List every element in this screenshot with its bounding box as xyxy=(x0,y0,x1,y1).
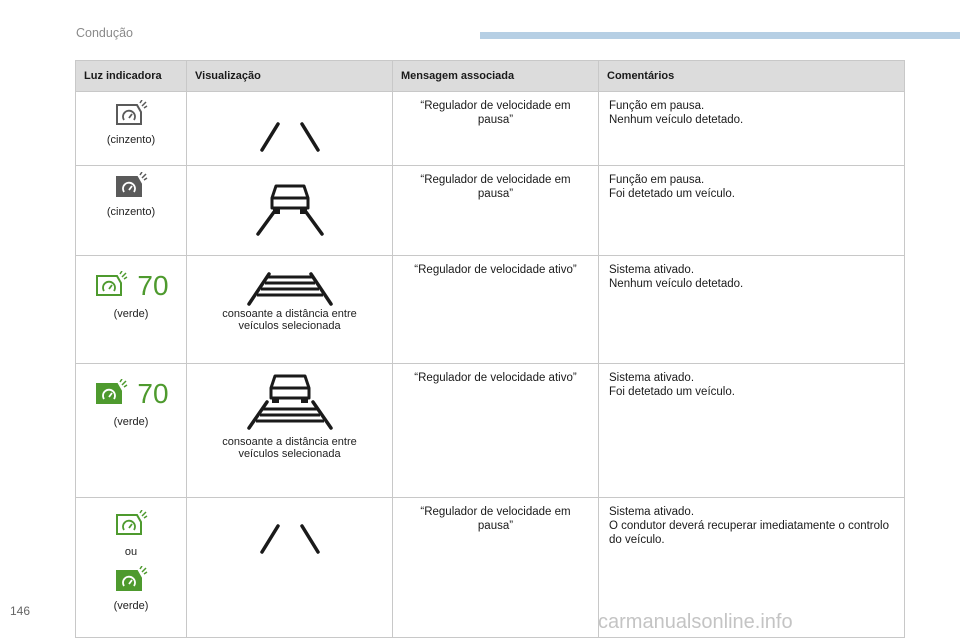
speed-limiter-filled-icon xyxy=(113,172,149,202)
comment-line: O condutor deverá recuperar imediatamente o controlo do veículo. xyxy=(609,520,889,546)
table-row xyxy=(76,166,905,256)
table-row xyxy=(76,364,905,498)
speed-limiter-outline-green-icon xyxy=(93,271,129,301)
page-number: 146 xyxy=(10,604,31,618)
lane-distance-vehicle-icon xyxy=(235,372,345,430)
visualization-caption: consoante a distância entre veículos selecionada xyxy=(222,308,357,332)
light-cell xyxy=(76,364,187,498)
comment-line: Função em pausa. xyxy=(609,174,705,186)
lane-with-vehicle-icon xyxy=(240,176,340,238)
speed-value: 70 xyxy=(137,378,169,409)
column-header-comments: Comentários xyxy=(599,61,905,92)
speed-limiter-filled-green-icon xyxy=(113,566,149,596)
light-cell xyxy=(76,166,187,256)
indicator-table xyxy=(75,60,905,638)
comment-line: Foi detetado um veículo. xyxy=(609,188,735,200)
lane-lines-icon xyxy=(240,514,340,554)
comment-line: Sistema ativado. xyxy=(609,372,695,384)
section-title: Condução xyxy=(76,26,133,40)
message-cell: “Regulador de velocidade ativo” xyxy=(393,364,599,498)
visualization-caption: consoante a distância entre veículos selecionada xyxy=(222,436,357,460)
light-or-label: ou xyxy=(124,546,138,558)
speed-limiter-filled-green-icon xyxy=(93,379,129,409)
light-cell xyxy=(76,498,187,638)
speed-limiter-outline-green-icon xyxy=(113,510,149,540)
light-caption: (verde) xyxy=(113,416,149,428)
light-caption: (verde) xyxy=(113,600,149,612)
light-caption: (cinzento) xyxy=(106,206,156,218)
light-cell xyxy=(76,256,187,364)
visualization-cell xyxy=(187,92,393,166)
lane-distance-bars-icon xyxy=(235,268,345,306)
speed-indicator xyxy=(76,256,186,302)
header-bar xyxy=(480,32,960,39)
comment-cell xyxy=(599,166,905,256)
light-cell xyxy=(76,92,187,166)
comment-cell xyxy=(599,364,905,498)
comment-cell xyxy=(599,92,905,166)
message-cell: “Regulador de velocidade ativo” xyxy=(393,256,599,364)
table-row xyxy=(76,92,905,166)
watermark: carmanualsonline.info xyxy=(598,611,793,633)
light-caption: (cinzento) xyxy=(106,134,156,146)
comment-line: Função em pausa. xyxy=(609,100,705,112)
visualization-cell xyxy=(187,364,393,498)
comment-line: Sistema ativado. xyxy=(609,264,695,276)
light-caption: (verde) xyxy=(113,308,149,320)
visualization-cell xyxy=(187,256,393,364)
column-header-message: Mensagem associada xyxy=(393,61,599,92)
visualization-cell xyxy=(187,166,393,256)
comment-line: Nenhum veículo detetado. xyxy=(609,114,744,126)
comment-cell xyxy=(599,256,905,364)
column-header-visualization: Visualização xyxy=(187,61,393,92)
speed-indicator xyxy=(76,364,186,410)
message-cell: “Regulador de velocidade em pausa” xyxy=(393,498,599,638)
speed-value: 70 xyxy=(137,270,169,301)
message-cell: “Regulador de velocidade em pausa” xyxy=(393,92,599,166)
speed-limiter-outline-icon xyxy=(113,100,149,130)
comment-line: Sistema ativado. xyxy=(609,506,695,518)
comment-line: Foi detetado um veículo. xyxy=(609,386,735,398)
message-cell: “Regulador de velocidade em pausa” xyxy=(393,166,599,256)
table-header-row xyxy=(76,61,905,92)
column-header-light: Luz indicadora xyxy=(76,61,187,92)
comment-line: Nenhum veículo detetado. xyxy=(609,278,744,290)
visualization-cell xyxy=(187,498,393,638)
table-row xyxy=(76,256,905,364)
lane-lines-icon xyxy=(240,112,340,152)
